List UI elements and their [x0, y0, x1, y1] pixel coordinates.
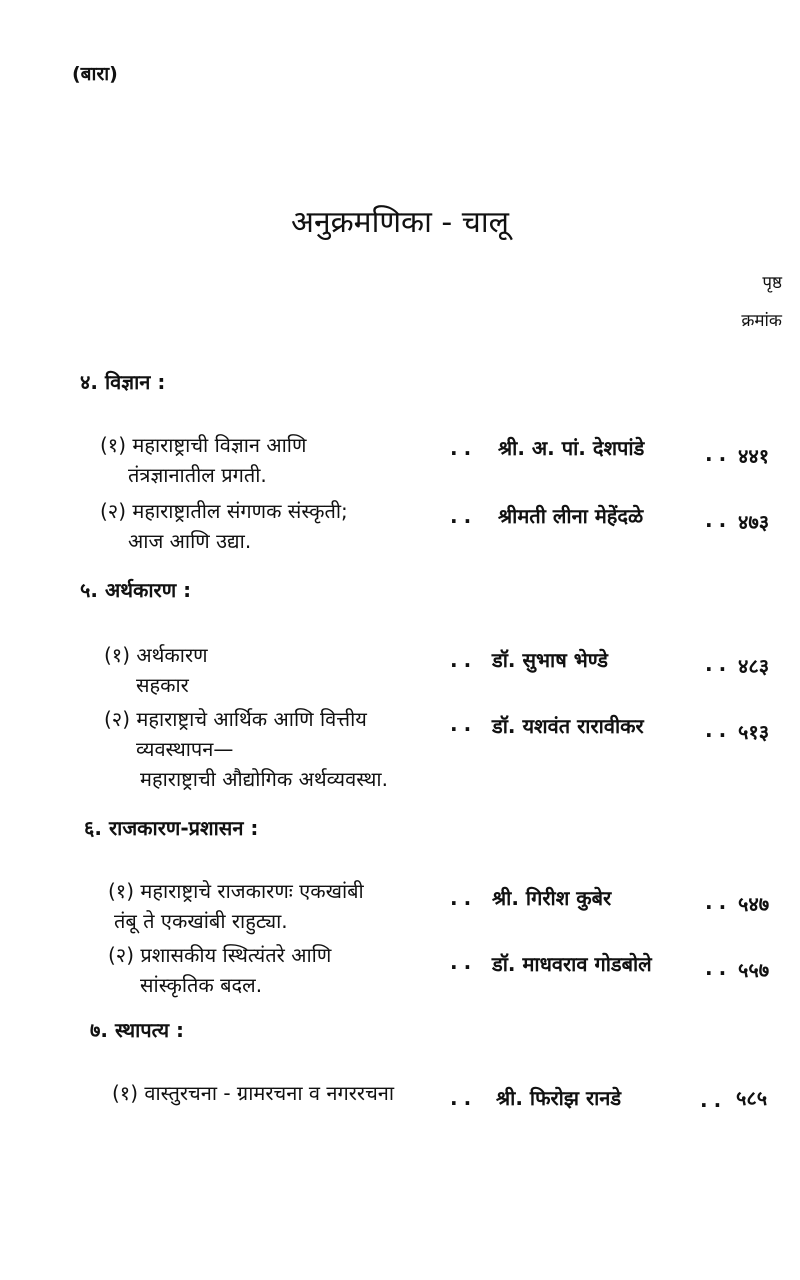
column-header-page: पृष्ठ	[762, 273, 782, 293]
page-number: ५१३	[738, 720, 770, 744]
leader-dots: ..	[450, 712, 478, 736]
leader-dots: ..	[450, 504, 478, 528]
author-name: श्री. गिरीश कुबेर	[492, 886, 612, 910]
page-number: ५८५	[736, 1086, 768, 1110]
entry-title	[108, 876, 364, 936]
page-number: ४४१	[738, 444, 770, 468]
section-heading-politics-administration: ६. राजकारण-प्रशासन :	[84, 816, 259, 840]
page-title: अनुक्रमणिका - चालू	[291, 205, 509, 240]
page-number: ५५७	[738, 958, 770, 982]
entry-title-line: (१) महाराष्ट्राची विज्ञान आणि	[100, 433, 307, 457]
leader-dots: ..	[450, 648, 478, 672]
entry-title-line: (१) महाराष्ट्राचे राजकारणः एकखांबी	[108, 879, 364, 903]
section-heading-economics: ५. अर्थकारण :	[80, 578, 192, 602]
entry-title	[100, 496, 348, 556]
column-header-number: क्रमांक	[741, 311, 782, 331]
section-heading-science: ४. विज्ञान :	[80, 370, 166, 394]
author-name: डॉ. यशवंत रारावीकर	[492, 714, 644, 738]
entry-title-line: महाराष्ट्राची औद्योगिक अर्थव्यवस्था.	[140, 767, 388, 791]
leader-dots: ..	[705, 442, 733, 466]
entry-title-line: (२) महाराष्ट्रातील संगणक संस्कृती;	[100, 499, 348, 523]
leader-dots: ..	[705, 508, 733, 532]
author-name: डॉ. सुभाष भेण्डे	[492, 648, 608, 672]
entry-title-line: तंबू ते एकखांबी राहुट्या.	[114, 909, 288, 933]
page-number-label: (बारा)	[72, 63, 118, 85]
author-name: श्री. फिरोझ रानडे	[496, 1086, 622, 1110]
page-number: ४७३	[738, 510, 770, 534]
entry-title-line: सांस्कृतिक बदल.	[140, 973, 263, 997]
entry-title-line: सहकार	[136, 673, 189, 697]
leader-dots: ..	[705, 956, 733, 980]
leader-dots: ..	[450, 886, 478, 910]
leader-dots: ..	[700, 1088, 728, 1112]
entry-title-line: (२) महाराष्ट्राचे आर्थिक आणि वित्तीय	[104, 707, 367, 731]
entry-title-line: (१) वास्तुरचना - ग्रामरचना व नगररचना	[112, 1081, 395, 1105]
page-number: ४८३	[738, 654, 770, 678]
author-name: श्री. अ. पां. देशपांडे	[498, 436, 645, 460]
section-heading-architecture: ७. स्थापत्य :	[90, 1018, 185, 1042]
entry-title-line: (२) प्रशासकीय स्थित्यंतरे आणि	[108, 943, 332, 967]
entry-title	[108, 940, 331, 1000]
leader-dots: ..	[450, 436, 478, 460]
leader-dots: ..	[705, 890, 733, 914]
entry-title	[104, 640, 208, 700]
author-name: डॉ. माधवराव गोडबोले	[492, 952, 652, 976]
page-number: ५४७	[738, 892, 770, 916]
entry-title-line: तंत्रज्ञानातील प्रगती.	[128, 463, 267, 487]
leader-dots: ..	[450, 1086, 478, 1110]
author-name: श्रीमती लीना मेहेंदळे	[498, 504, 644, 528]
entry-title-line: व्यवस्थापन—	[136, 737, 234, 761]
entry-title	[112, 1078, 394, 1108]
leader-dots: ..	[705, 652, 733, 676]
entry-title-line: (१) अर्थकारण	[104, 643, 208, 667]
leader-dots: ..	[450, 950, 478, 974]
leader-dots: ..	[705, 718, 733, 742]
entry-title-line: आज आणि उद्या.	[128, 529, 252, 553]
entry-title	[100, 430, 306, 490]
entry-title	[104, 704, 388, 794]
